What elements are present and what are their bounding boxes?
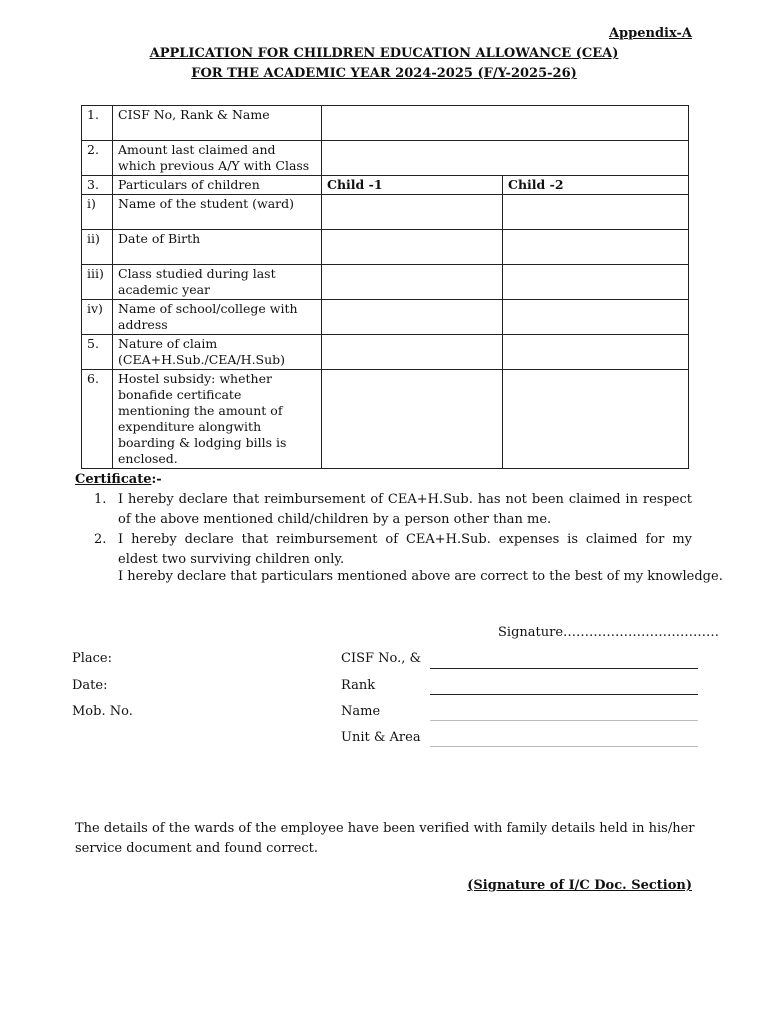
signature-label: Signature………………………………	[498, 625, 720, 640]
certificate-heading-suffix: :-	[151, 472, 162, 487]
appendix-label: Appendix-A	[608, 26, 692, 41]
child-2-school-field[interactable]	[503, 300, 689, 335]
certificate-item	[94, 530, 692, 570]
verification-text: The details of the wards of the employee have been verified with family details held in his/her service document and found correct.	[75, 821, 695, 856]
row-label: CISF No, Rank & Name	[113, 106, 322, 141]
certificate-heading	[75, 472, 162, 487]
table-row	[82, 300, 689, 335]
declaration-text: I hereby declare that particulars mentioned above are correct to the best of my knowledge.	[118, 569, 723, 584]
cisf-no-input-line[interactable]	[430, 668, 698, 669]
row-label: Nature of claim (CEA+H.Sub./CEA/H.Sub)	[113, 335, 322, 370]
doc-section-signature: (Signature of I/C Doc. Section)	[467, 878, 692, 893]
child-2-claim-nature-field[interactable]	[503, 335, 689, 370]
form-title-line1: APPLICATION FOR CHILDREN EDUCATION ALLOWANCE (CEA)	[149, 46, 619, 61]
certificate-item-number: 1.	[94, 492, 107, 507]
cisf-name-field[interactable]	[322, 106, 689, 141]
table-row	[82, 370, 689, 469]
child-2-student-name-field[interactable]	[503, 195, 689, 230]
child-1-class-field[interactable]	[322, 265, 503, 300]
row-label: Amount last claimed and which previous A/Y with Class	[113, 141, 322, 176]
child-2-hostel-subsidy-field[interactable]	[503, 370, 689, 469]
name-input-line[interactable]	[430, 720, 698, 721]
table-row	[82, 265, 689, 300]
name-label: Name	[341, 704, 381, 719]
row-label: Hostel subsidy: whether bonafide certificate mentioning the amount of expenditure alongwith boarding & lodging bills is enclosed.	[113, 370, 322, 469]
row-label: Class studied during last academic year	[113, 265, 322, 300]
table-row	[82, 195, 689, 230]
child-1-student-name-field[interactable]	[322, 195, 503, 230]
table-row	[82, 230, 689, 265]
child-2-header: Child -2	[503, 176, 689, 195]
row-number: 2.	[82, 141, 113, 176]
rank-input-line[interactable]	[430, 694, 698, 695]
row-number: iii)	[82, 265, 113, 300]
row-label: Date of Birth	[113, 230, 322, 265]
row-number: 3.	[82, 176, 113, 195]
child-1-hostel-subsidy-field[interactable]	[322, 370, 503, 469]
row-number: 6.	[82, 370, 113, 469]
row-label: Name of school/college with address	[113, 300, 322, 335]
application-table	[81, 105, 689, 469]
child-1-claim-nature-field[interactable]	[322, 335, 503, 370]
row-number: 5.	[82, 335, 113, 370]
unit-area-input-line[interactable]	[430, 746, 698, 747]
child-1-school-field[interactable]	[322, 300, 503, 335]
row-number: iv)	[82, 300, 113, 335]
row-label: Name of the student (ward)	[113, 195, 322, 230]
child-1-dob-field[interactable]	[322, 230, 503, 265]
row-number: ii)	[82, 230, 113, 265]
unit-area-label: Unit & Area	[341, 730, 421, 745]
date-label: Date:	[72, 678, 108, 693]
certificate-item-number: 2.	[94, 532, 107, 547]
cisf-no-label: CISF No., &	[341, 651, 422, 666]
certificate-heading-text: Certificate	[75, 472, 152, 487]
child-1-header: Child -1	[322, 176, 503, 195]
rank-label: Rank	[341, 678, 376, 693]
certificate-item-text: I hereby declare that reimbursement of CEA+H.Sub. expenses is claimed for my eldest two surviving children only.	[118, 532, 692, 567]
row-label: Particulars of children	[113, 176, 322, 195]
child-2-class-field[interactable]	[503, 265, 689, 300]
mobile-number-label: Mob. No.	[72, 704, 133, 719]
certificate-item	[94, 490, 692, 530]
certificate-list	[94, 490, 692, 570]
table-row	[82, 106, 689, 141]
certificate-item-text: I hereby declare that reimbursement of CEA+H.Sub. has not been claimed in respect of the above mentioned child/children by a person other than me.	[118, 492, 692, 527]
child-2-dob-field[interactable]	[503, 230, 689, 265]
row-number: 1.	[82, 106, 113, 141]
table-row	[82, 335, 689, 370]
form-title-line2: FOR THE ACADEMIC YEAR 2024-2025 (F/Y-2025-26)	[191, 66, 577, 81]
table-row	[82, 176, 689, 195]
place-label: Place:	[72, 651, 113, 666]
row-number: i)	[82, 195, 113, 230]
table-row	[82, 141, 689, 176]
amount-last-claimed-field[interactable]	[322, 141, 689, 176]
